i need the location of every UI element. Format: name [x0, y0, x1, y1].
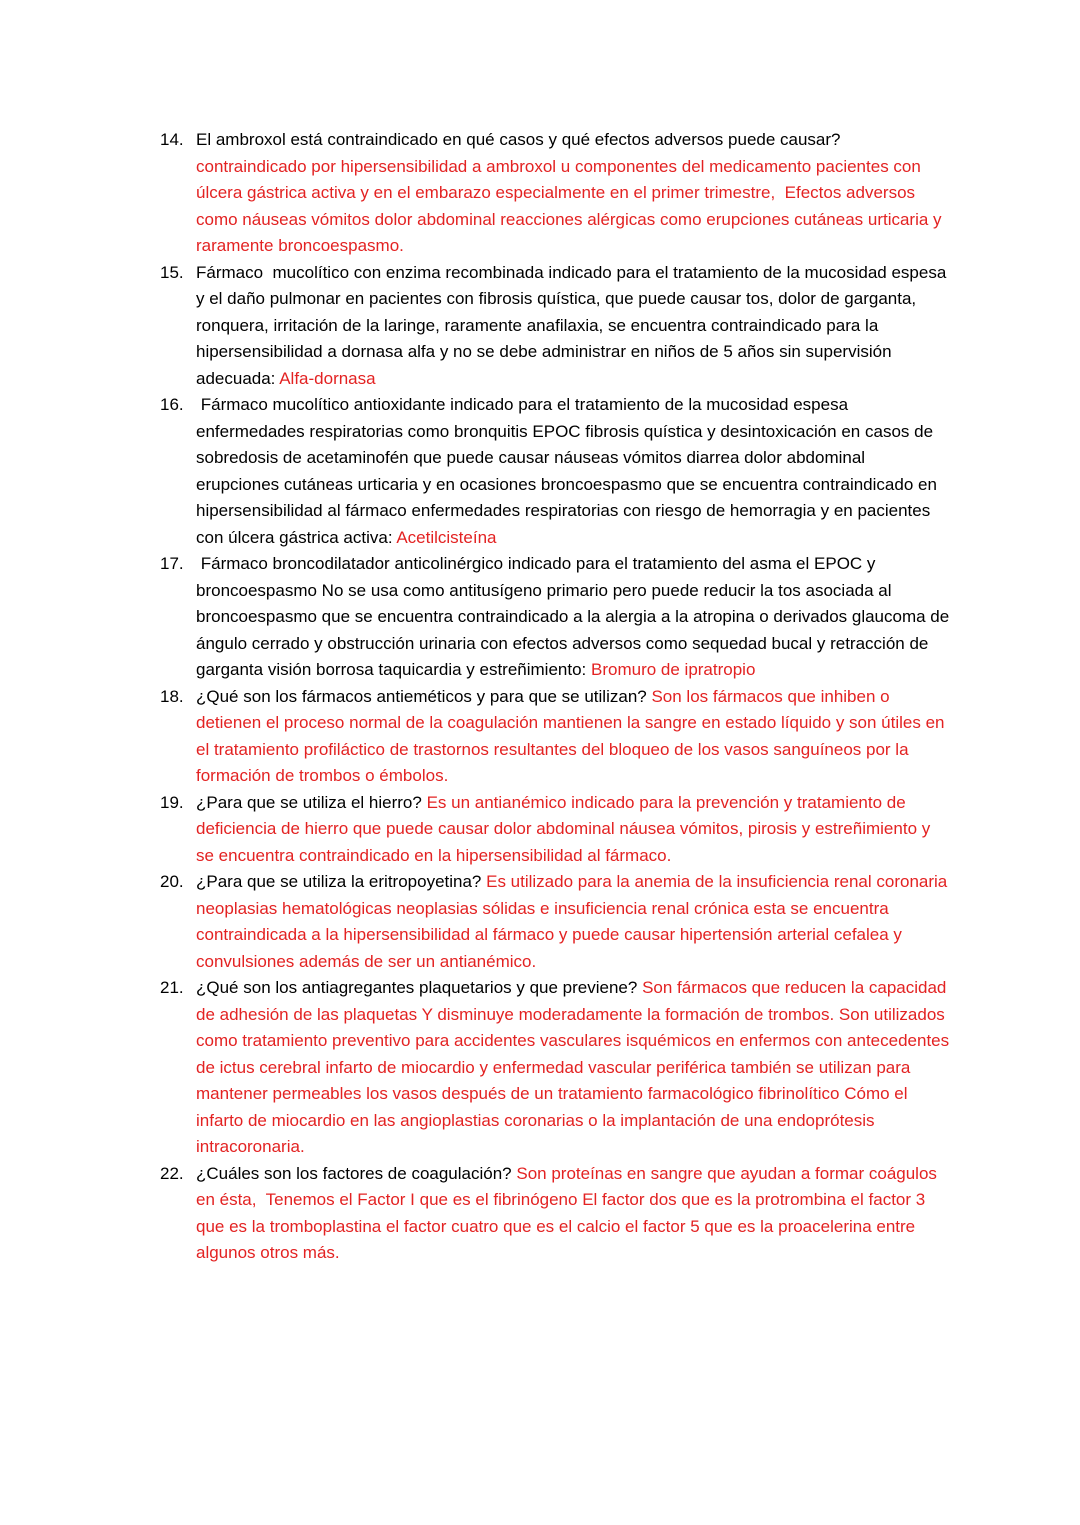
answer-text: Son proteínas en sangre que ayudan a formar coágulos en ésta, Tenemos el Factor I que es el fibrinógeno El factor dos que es la protrombina el factor 3 que es la tromboplastina el factor cuatro que es el calcio el factor 5 que es la proacelerina entre algunos otros más. — [196, 1163, 942, 1262]
question-text: ¿Qué son los antiagregantes plaquetarios y que previene? — [196, 978, 643, 997]
answer-text: Alfa-dornasa — [279, 368, 376, 388]
question-text: ¿Qué son los fármacos antieméticos y para que se utilizan? — [196, 686, 652, 706]
item-number: 17. — [160, 554, 184, 573]
list-item — [160, 260, 952, 393]
answer-text: Es utilizado para la anemia de la insuficiencia renal coronaria neoplasias hematológicas neoplasias sólidas e insuficiencia renal crónica esta se encuentra contraindicada a la hipersensibilidad al fármaco y puede causar hipertensión arterial cefalea y convulsiones además de ser un antianémico. — [196, 872, 952, 971]
question-text: ¿Para que se utiliza la eritropoyetina? — [196, 872, 487, 891]
question-text: Fármaco broncodilatador anticolinérgico indicado para el tratamiento del asma el EPOC y broncoespasmo No se usa como antitusígeno primario pero puede reducir la tos asociada al broncoespasmo que se encuentra contraindicado a la alergia a la atropina o derivados glaucoma de ángulo cerrado y obstrucción urinaria con efectos adversos como sequedad bucal y retracción de garganta visión borrosa taquicardia y estreñimiento: — [196, 554, 954, 679]
list-item — [160, 684, 952, 790]
question-text: El ambroxol está contraindicado en qué casos y qué efectos adversos puede causar? — [196, 130, 850, 149]
question-text: Fármaco mucolítico antioxidante indicado para el tratamiento de la mucosidad espesa enfermedades respiratorias como bronquitis EPOC fibrosis quística y desintoxicación en casos de sobredosis de acetaminofén que puede causar náuseas vómitos diarrea dolor abdominal erupciones cutáneas urticaria y en ocasiones broncoespasmo que se encuentra contraindicado en hipersensibilidad al fármaco enfermedades respiratorias con riesgo de hemorragia y en pacientes con úlcera gástrica activa: — [196, 395, 942, 547]
question-text: ¿Cuáles son los factores de coagulación? — [196, 1163, 517, 1183]
question-text: ¿Para que se utiliza el hierro? — [196, 792, 427, 812]
item-number: 20. — [160, 872, 184, 891]
question-list — [160, 127, 952, 1267]
list-item — [160, 869, 952, 975]
answer-text: Son los fármacos que inhiben o detienen el proceso normal de la coagulación mantienen la sangre en estado líquido y son útiles en el tratamiento profiláctico de trastornos resultantes del bloqueo de los vasos sanguíneos por la formación de trombos o émbolos. — [196, 686, 950, 785]
list-item — [160, 392, 952, 551]
question-text: Fármaco mucolítico con enzima recombinada indicado para el tratamiento de la mucosidad espesa y el daño pulmonar en pacientes con fibrosis quística, que puede causar tos, dolor de garganta, ronquera, irritación de la laringe, raramente anafilaxia, se encuentra contraindicado para la hipersensibilidad a dornasa alfa y no se debe administrar en niños de 5 años sin supervisión adecuada: — [196, 262, 952, 388]
item-number: 19. — [160, 792, 184, 812]
answer-text: Acetilcisteína — [396, 527, 497, 547]
answer-text: Bromuro de ipratropio — [591, 660, 756, 679]
list-item — [160, 551, 952, 684]
list-item — [160, 1161, 952, 1267]
list-item — [160, 127, 952, 260]
list-item — [160, 975, 952, 1161]
item-number: 18. — [160, 686, 184, 706]
answer-text: contraindicado por hipersensibilidad a ambroxol u componentes del medicamento pacientes con úlcera gástrica activa y en el embarazo especialmente en el primer trimestre, Efectos adversos como náuseas vómitos dolor abdominal reacciones alérgicas como erupciones cutáneas urticaria y raramente broncoespasmo. — [196, 156, 947, 255]
item-number: 22. — [160, 1163, 184, 1183]
item-number: 15. — [160, 262, 184, 282]
answer-text: Son fármacos que reducen la capacidad de adhesión de las plaquetas Y disminuye moderadamente la formación de trombos. Son utilizados como tratamiento preventivo para accidentes vasculares isquémicos en enfermos con antecedentes de ictus cerebral infarto de miocardio y enfermedad vascular periférica también se utilizan para mantener permeables los vasos después de un tratamiento farmacológico fibrinolítico Cómo el infarto de miocardio en las angioplastias coronarias o la implantación de una endoprótesis intracoronaria. — [196, 978, 954, 1156]
item-number: 21. — [160, 978, 184, 997]
answer-text: Es un antianémico indicado para la prevención y tratamiento de deficiencia de hierro que puede causar dolor abdominal náusea vómitos, pirosis y estreñimiento y se encuentra contraindicado en la hipersensibilidad al fármaco. — [196, 792, 935, 865]
list-item — [160, 790, 952, 870]
item-number: 16. — [160, 395, 184, 414]
item-number: 14. — [160, 130, 184, 149]
